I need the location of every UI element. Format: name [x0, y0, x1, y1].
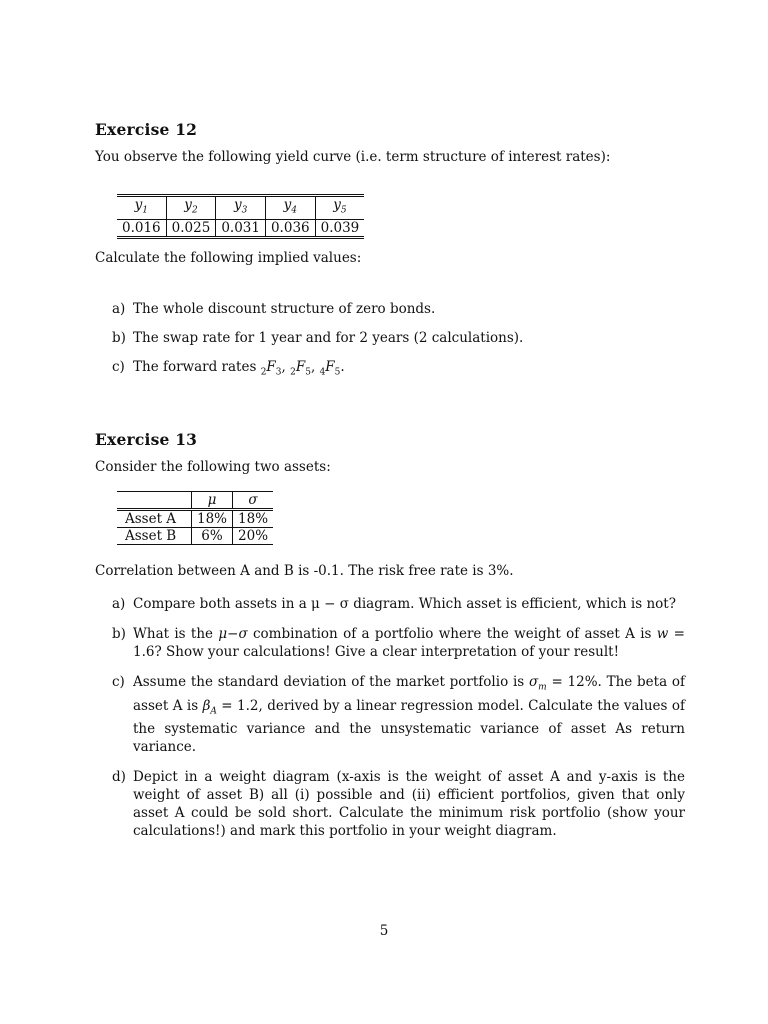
asset-header-blank	[117, 492, 192, 510]
exercise-12-calc: Calculate the following implied values:	[95, 250, 362, 266]
asset-table-header-row	[117, 492, 273, 510]
table-row	[117, 510, 273, 528]
yield-header-y2: $y_2$	[166, 196, 216, 220]
yield-table-value-row	[117, 219, 364, 237]
page-number: 5	[379, 923, 389, 939]
asset-table	[117, 491, 273, 545]
list-item: b) What is the μ−σ combination of a portfolio where the weight of asset A is w = 1.6? Show your calculations! Give a clear interpretation of your result!	[112, 626, 685, 660]
exercise-12-intro: You observe the following yield curve (i.e. term structure of interest rates):	[95, 149, 611, 165]
list-item: c) The forward rates $_2F_3$, $_2F_5$, $_4F_5$.	[112, 359, 345, 378]
yield-value: 0.016	[117, 219, 166, 237]
yield-value: 0.025	[166, 219, 216, 237]
exercise-12-list	[95, 300, 685, 382]
exercise-13-intro: Consider the following two assets:	[95, 459, 331, 475]
asset-mu: 6%	[192, 528, 233, 545]
yield-header-y5: $y_5$	[315, 196, 364, 220]
list-item: c) Assume the standard deviation of the market portfolio is $\sigma_m = 12\%$. The beta of asset A is $\beta_A = 1.2$, derived by a linear regression model. Calculate the values of the systematic variance and the unsystematic variance of asset As return variance.	[112, 674, 686, 756]
list-item: d) Depict in a weight diagram (x-axis is the weight of asset A and y-axis is the weight of asset B) all (i) possible and (ii) efficient portfolios, given that only asset A could be sold short. Calculate the minimum risk portfolio (show your calculations!) and mark this portfolio in your weight diagram.	[112, 769, 685, 840]
asset-sigma: 18%	[238, 511, 269, 527]
yield-curve-table	[117, 194, 364, 239]
list-item: a) Compare both assets in a μ − σ diagram. Which asset is efficient, which is not?	[112, 596, 676, 612]
yield-header-y3: $y_3$	[216, 196, 266, 220]
list-item: b) The swap rate for 1 year and for 2 years (2 calculations).	[112, 330, 524, 346]
asset-sigma: 20%	[238, 528, 269, 544]
yield-value: 0.036	[265, 219, 315, 237]
table-row	[117, 528, 273, 545]
yield-header-y1: $y_1$	[117, 196, 166, 220]
asset-header-mu: μ	[192, 492, 233, 510]
yield-value: 0.031	[216, 219, 266, 237]
yield-header-y4: $y_4$	[265, 196, 315, 220]
asset-header-sigma: σ	[233, 492, 274, 510]
exercise-12-heading: Exercise 12	[95, 120, 198, 139]
yield-table-header-row	[117, 196, 364, 220]
exercise-13-heading: Exercise 13	[95, 430, 198, 449]
exercise-13-correlation: Correlation between A and B is -0.1. The risk free rate is 3%.	[95, 563, 514, 579]
yield-value: 0.039	[320, 219, 360, 236]
asset-name: Asset B	[117, 528, 192, 545]
list-item: a) The whole discount structure of zero bonds.	[112, 301, 436, 317]
asset-name: Asset A	[117, 510, 192, 528]
asset-mu: 18%	[192, 510, 233, 528]
exercise-13-list	[95, 595, 685, 840]
